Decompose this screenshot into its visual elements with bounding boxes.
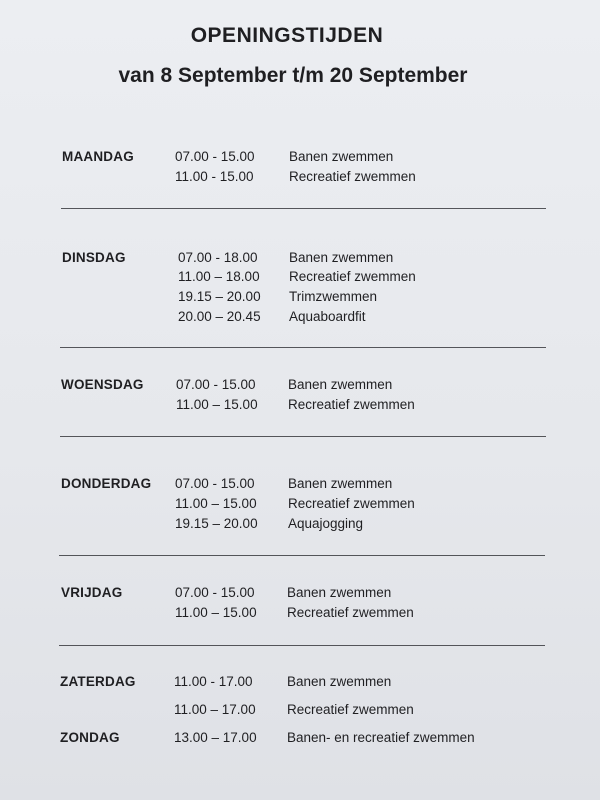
slot-time: 11.00 – 15.00 <box>176 397 258 412</box>
day-divider <box>59 555 545 556</box>
day-label-zaterdag: ZATERDAG <box>60 674 136 689</box>
day-divider <box>61 208 546 209</box>
day-label-dinsdag: DINSDAG <box>62 250 126 265</box>
slot-time: 11.00 - 15.00 <box>175 169 254 184</box>
page-subtitle: van 8 September t/m 20 September <box>118 64 468 87</box>
day-divider <box>60 347 546 348</box>
slot-time: 07.00 - 15.00 <box>175 585 255 600</box>
slot-activity: Banen zwemmen <box>289 250 394 265</box>
slot-activity: Banen zwemmen <box>287 674 392 689</box>
slot-time: 19.15 – 20.00 <box>175 516 258 531</box>
slot-activity: Recreatief zwemmen <box>287 605 414 620</box>
slot-activity: Recreatief zwemmen <box>289 269 416 284</box>
day-label-vrijdag: VRIJDAG <box>61 585 123 600</box>
slot-activity: Aquaboardfit <box>289 309 366 324</box>
day-label-donderdag: DONDERDAG <box>61 476 152 491</box>
page-title: OPENINGSTIJDEN <box>190 24 384 47</box>
slot-activity: Banen zwemmen <box>288 476 393 491</box>
day-label-zondag: ZONDAG <box>60 730 120 745</box>
slot-time: 07.00 - 15.00 <box>176 377 256 392</box>
slot-time: 19.15 – 20.00 <box>178 289 261 304</box>
slot-time: 07.00 - 18.00 <box>178 250 258 265</box>
slot-time: 07.00 - 15.00 <box>175 476 255 491</box>
slot-activity: Recreatief zwemmen <box>288 496 415 511</box>
slot-activity: Recreatief zwemmen <box>289 169 416 184</box>
slot-time: 13.00 – 17.00 <box>174 730 257 745</box>
day-divider <box>59 645 545 646</box>
day-label-woensdag: WOENSDAG <box>61 377 144 392</box>
slot-activity: Banen zwemmen <box>287 585 392 600</box>
slot-time: 11.00 – 18.00 <box>178 269 260 284</box>
slot-time: 11.00 – 15.00 <box>175 496 257 511</box>
slot-time: 11.00 – 17.00 <box>174 702 256 717</box>
slot-time: 20.00 – 20.45 <box>178 309 261 324</box>
slot-activity: Banen- en recreatief zwemmen <box>287 730 475 745</box>
slot-activity: Aquajogging <box>288 516 364 531</box>
slot-time: 11.00 - 17.00 <box>174 674 253 689</box>
slot-activity: Trimzwemmen <box>289 289 378 304</box>
slot-activity: Banen zwemmen <box>288 377 393 392</box>
day-label-maandag: MAANDAG <box>62 149 134 164</box>
slot-time: 11.00 – 15.00 <box>175 605 257 620</box>
slot-activity: Recreatief zwemmen <box>287 702 414 717</box>
slot-activity: Banen zwemmen <box>289 149 394 164</box>
day-divider <box>60 436 546 437</box>
slot-activity: Recreatief zwemmen <box>288 397 415 412</box>
slot-time: 07.00 - 15.00 <box>175 149 255 164</box>
